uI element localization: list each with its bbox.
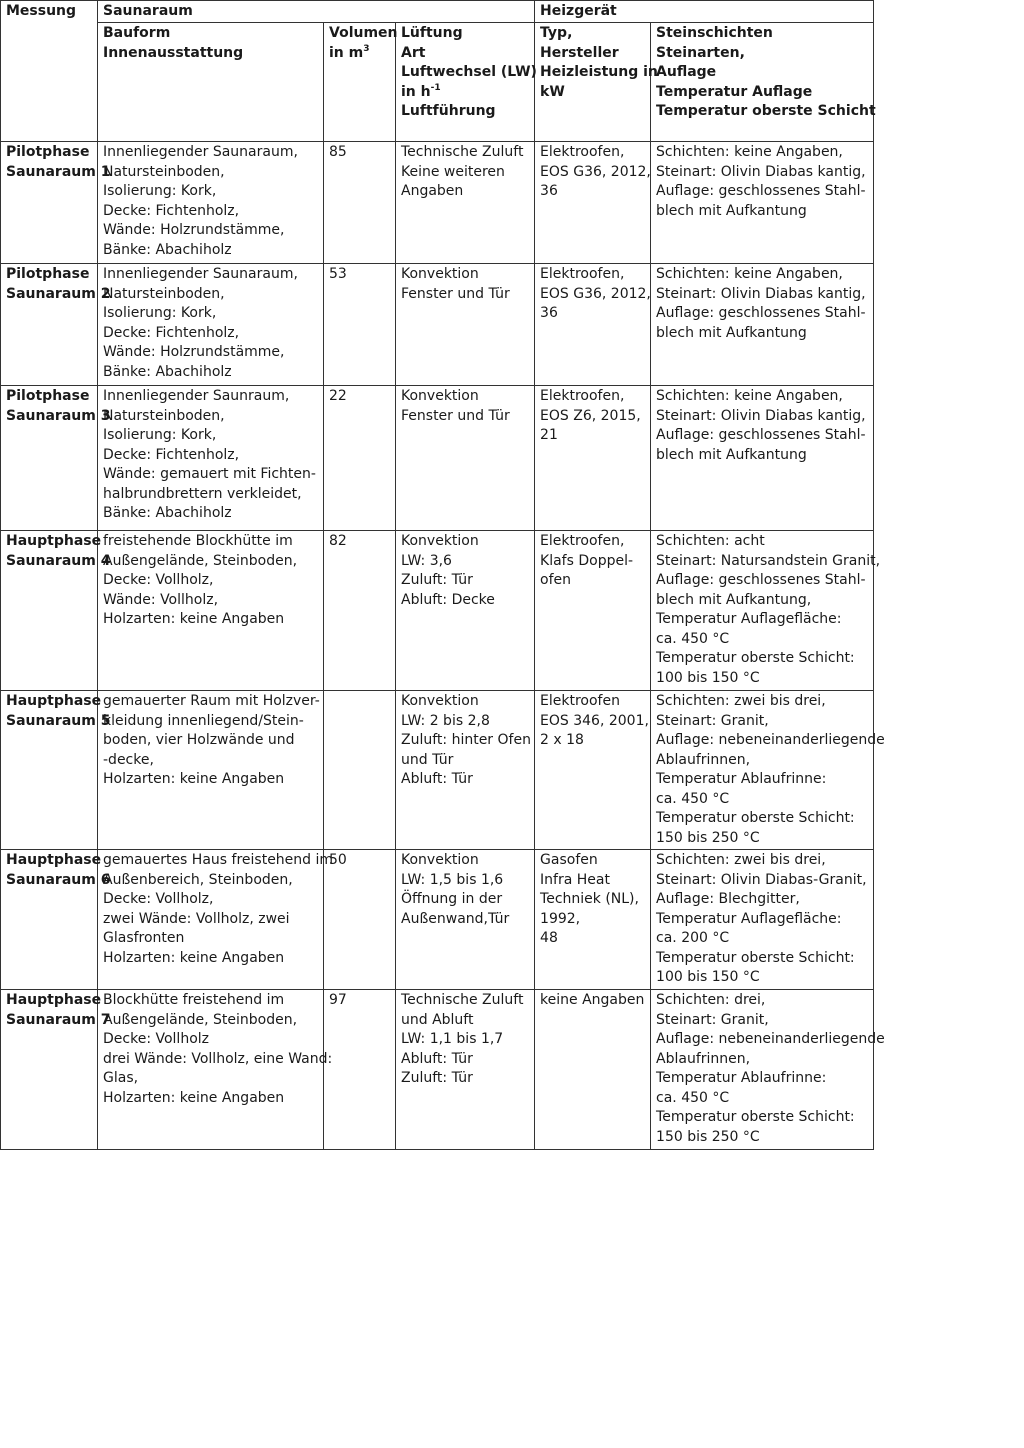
cell-steinschichten: Schichten: keine Angaben, Steinart: Olivin Diabas kantig, Auflage: geschlossenes Stahl- blech mit Aufkantung xyxy=(651,386,874,531)
header-heizgeraet: Heizgerät xyxy=(535,1,874,23)
cell-messung: Hauptphase Saunaraum 5 xyxy=(1,691,98,850)
cell-heizgeraet: Elektroofen, Klafs Doppel- ofen xyxy=(535,531,651,691)
header-row-top xyxy=(1,1,874,23)
cell-volumen: 82 xyxy=(324,531,396,691)
cell-messung: Pilotphase Saunaraum 2 xyxy=(1,264,98,386)
cell-steinschichten: Schichten: acht Steinart: Natursandstein Granit, Auflage: geschlossenes Stahl- blech mit Aufkantung, Temperatur Auflagefläche: ca. 450 °C Temperatur oberste Schicht: 100 bis 150 °C xyxy=(651,531,874,691)
cell-volumen: 50 xyxy=(324,850,396,990)
header-volumen: Volumen in $m^3$ xyxy=(324,23,396,142)
cell-volumen: 85 xyxy=(324,142,396,264)
header-bauform: Bauform Innenausstattung xyxy=(98,23,324,142)
table-row xyxy=(1,142,874,264)
table-row xyxy=(1,691,874,850)
header-saunaraum: Saunaraum xyxy=(98,1,535,23)
header-row-sub xyxy=(1,23,874,142)
cell-volumen xyxy=(324,691,396,850)
cell-heizgeraet: Elektroofen, EOS G36, 2012, 36 xyxy=(535,142,651,264)
cell-bauform: Blockhütte freistehend im Außengelände, Steinboden, Decke: Vollholz drei Wände: Vollholz, eine Wand: Glas, Holzarten: keine Angaben xyxy=(98,990,324,1150)
cell-bauform: freistehende Blockhütte im Außengelände, Steinboden, Decke: Vollholz, Wände: Vollholz, Holzarten: keine Angaben xyxy=(98,531,324,691)
cell-heizgeraet: Gasofen Infra Heat Techniek (NL), 1992, 48 xyxy=(535,850,651,990)
cell-lueftung: Konvektion LW: 1,5 bis 1,6 Öffnung in der Außenwand,Tür xyxy=(396,850,535,990)
cell-bauform: Innenliegender Saunraum, Natursteinboden, Isolierung: Kork, Decke: Fichtenholz, Wände: gemauert mit Fichten- halbrundbrettern verkleidet, Bänke: Abachiholz xyxy=(98,386,324,531)
table-row xyxy=(1,386,874,531)
cell-lueftung: Technische Zuluft und Abluft LW: 1,1 bis 1,7 Abluft: Tür Zuluft: Tür xyxy=(396,990,535,1150)
cell-bauform: gemauertes Haus freistehend im Außenbereich, Steinboden, Decke: Vollholz, zwei Wände: Vollholz, zwei Glasfronten Holzarten: keine Angaben xyxy=(98,850,324,990)
table-row xyxy=(1,531,874,691)
cell-messung: Pilotphase Saunaraum 3 xyxy=(1,386,98,531)
cell-lueftung: Konvektion LW: 3,6 Zuluft: Tür Abluft: Decke xyxy=(396,531,535,691)
cell-heizgeraet: Elektroofen, EOS G36, 2012, 36 xyxy=(535,264,651,386)
cell-messung: Hauptphase Saunaraum 6 xyxy=(1,850,98,990)
cell-steinschichten: Schichten: keine Angaben, Steinart: Olivin Diabas kantig, Auflage: geschlossenes Stahl- blech mit Aufkantung xyxy=(651,142,874,264)
cell-bauform: gemauerter Raum mit Holzver- kleidung innenliegend/Stein- boden, vier Holzwände und -decke, Holzarten: keine Angaben xyxy=(98,691,324,850)
cell-bauform: Innenliegender Saunaraum, Natursteinboden, Isolierung: Kork, Decke: Fichtenholz, Wände: Holzrundstämme, Bänke: Abachiholz xyxy=(98,264,324,386)
cell-steinschichten: Schichten: zwei bis drei, Steinart: Granit, Auflage: nebeneinanderliegende Ablaufrinnen, Temperatur Ablaufrinne: ca. 450 °C Temperatur oberste Schicht: 150 bis 250 °C xyxy=(651,691,874,850)
table-row xyxy=(1,850,874,990)
header-lueftung: Lüftung Art Luftwechsel (LW) in $h^{-1}$ Luftführung xyxy=(396,23,535,142)
header-steinschichten: Steinschichten Steinarten, Auflage Temperatur Auflage Temperatur oberste Schicht xyxy=(651,23,874,142)
cell-volumen: 53 xyxy=(324,264,396,386)
table-row xyxy=(1,264,874,386)
cell-lueftung: Konvektion Fenster und Tür xyxy=(396,386,535,531)
cell-steinschichten: Schichten: keine Angaben, Steinart: Olivin Diabas kantig, Auflage: geschlossenes Stahl- blech mit Aufkantung xyxy=(651,264,874,386)
cell-heizgeraet: Elektroofen, EOS Z6, 2015, 21 xyxy=(535,386,651,531)
cell-messung: Pilotphase Saunaraum 1 xyxy=(1,142,98,264)
header-typ: Typ, Hersteller Heizleistung in kW xyxy=(535,23,651,142)
cell-lueftung: Konvektion Fenster und Tür xyxy=(396,264,535,386)
cell-messung: Hauptphase Saunaraum 7 xyxy=(1,990,98,1150)
cell-lueftung: Konvektion LW: 2 bis 2,8 Zuluft: hinter Ofen und Tür Abluft: Tür xyxy=(396,691,535,850)
cell-bauform: Innenliegender Saunaraum, Natursteinboden, Isolierung: Kork, Decke: Fichtenholz, Wände: Holzrundstämme, Bänke: Abachiholz xyxy=(98,142,324,264)
cell-volumen: 22 xyxy=(324,386,396,531)
cell-volumen: 97 xyxy=(324,990,396,1150)
cell-lueftung: Technische Zuluft Keine weiteren Angaben xyxy=(396,142,535,264)
cell-steinschichten: Schichten: zwei bis drei, Steinart: Olivin Diabas-Granit, Auflage: Blechgitter, Temperatur Auflagefläche: ca. 200 °C Temperatur oberste Schicht: 100 bis 150 °C xyxy=(651,850,874,990)
table-row xyxy=(1,990,874,1150)
header-messung: Messung xyxy=(1,1,98,142)
cell-heizgeraet: keine Angaben xyxy=(535,990,651,1150)
cell-heizgeraet: Elektroofen EOS 346, 2001, 2 x 18 xyxy=(535,691,651,850)
cell-steinschichten: Schichten: drei, Steinart: Granit, Auflage: nebeneinanderliegende Ablaufrinnen, Temperatur Ablaufrinne: ca. 450 °C Temperatur oberste Schicht: 150 bis 250 °C xyxy=(651,990,874,1150)
cell-messung: Hauptphase Saunaraum 4 xyxy=(1,531,98,691)
